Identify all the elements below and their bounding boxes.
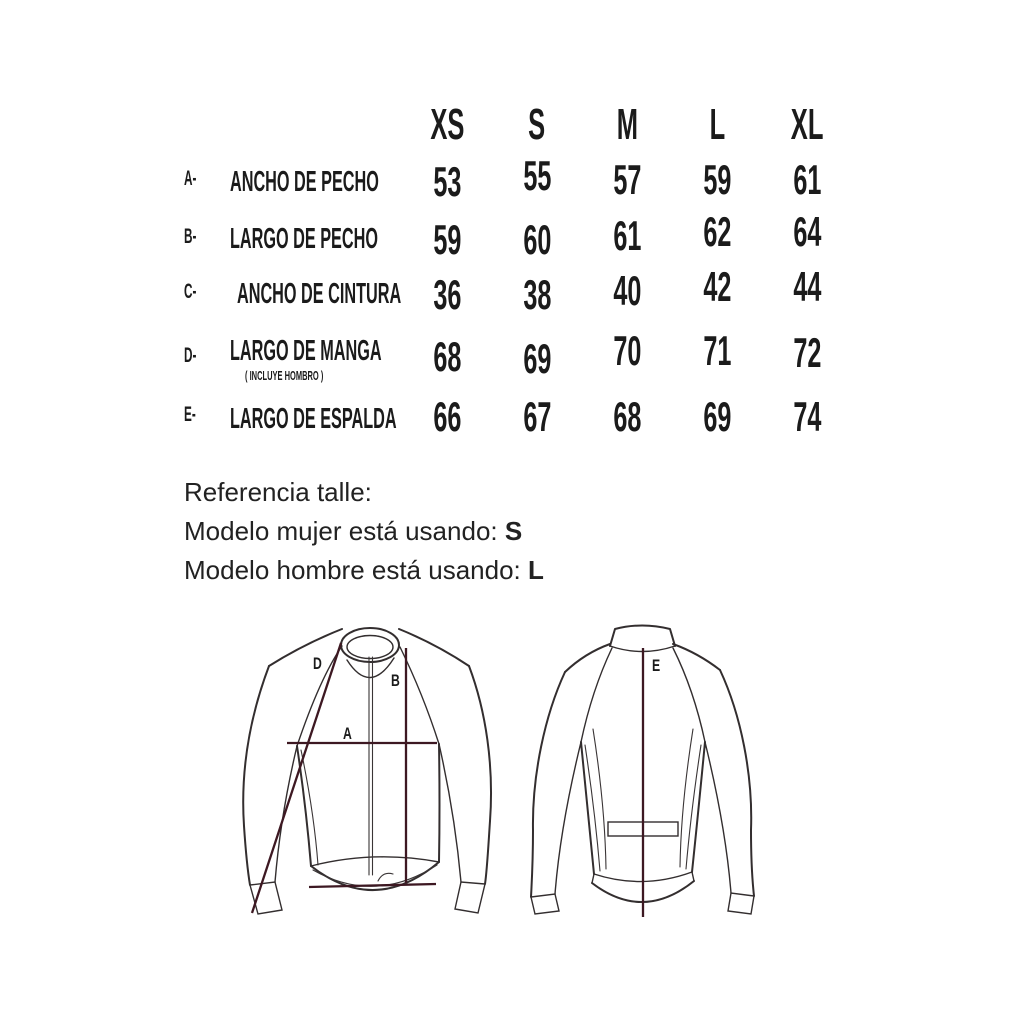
size-value: 61 <box>612 211 642 259</box>
jersey-front-outline <box>243 629 491 914</box>
size-value: 60 <box>522 215 552 263</box>
size-col-header-l: L <box>709 99 725 149</box>
size-value: 68 <box>432 332 462 380</box>
header-spacer <box>230 97 402 152</box>
size-col-header-s: S <box>528 99 546 149</box>
row-letter: A- <box>184 167 197 190</box>
size-value: 62 <box>702 207 732 255</box>
reference-line-men: Modelo hombre está usando: L <box>184 555 544 585</box>
size-value: 67 <box>522 393 552 440</box>
size-value: 57 <box>612 156 642 203</box>
size-value: 71 <box>702 326 732 374</box>
reference-title: Referencia talle: <box>184 477 372 507</box>
size-value: 68 <box>612 393 642 440</box>
row-label: ANCHO DE CINTURA <box>237 278 402 310</box>
size-value: 69 <box>702 393 732 440</box>
row-label: LARGO DE PECHO <box>230 223 378 255</box>
size-value: 36 <box>432 270 462 318</box>
size-value: 42 <box>702 262 732 310</box>
size-chart-table <box>184 97 852 443</box>
measurement-label-d: D <box>313 655 322 674</box>
row-letter: E- <box>184 403 196 426</box>
size-value: 53 <box>432 158 462 205</box>
size-value: 70 <box>612 326 642 374</box>
measurement-line-a <box>287 743 437 887</box>
size-value: 44 <box>792 262 822 310</box>
size-value: 69 <box>522 334 552 382</box>
row-label: LARGO DE MANGA <box>230 334 382 367</box>
measurement-line-d <box>252 643 341 913</box>
header-spacer <box>184 97 230 152</box>
size-value: 38 <box>522 270 552 318</box>
size-value: 72 <box>792 328 822 376</box>
measurement-label-b: B <box>391 672 400 691</box>
women-model-size: S <box>504 516 523 546</box>
zipper <box>369 657 373 875</box>
size-value: 61 <box>792 156 822 203</box>
collar <box>341 628 399 678</box>
back-view-drawing <box>515 615 765 925</box>
size-value: 74 <box>792 393 822 440</box>
row-letter: B- <box>184 224 197 248</box>
row-label: ANCHO DE PECHO <box>230 165 379 198</box>
size-col-header-m: M <box>616 99 638 149</box>
row-letter: D- <box>184 343 197 367</box>
reference-line-women: Modelo mujer está usando: S <box>184 516 523 546</box>
front-view-drawing <box>224 616 499 926</box>
row-letter: C- <box>184 279 197 303</box>
size-value: 59 <box>432 215 462 263</box>
size-value: 66 <box>432 393 462 440</box>
size-value: 40 <box>612 266 642 314</box>
row-sublabel: ( INCLUYE HOMBRO ) <box>245 368 324 383</box>
size-col-header-xl: XL <box>790 99 824 149</box>
size-value: 59 <box>702 156 732 203</box>
size-value: 64 <box>792 207 822 255</box>
size-value: 55 <box>522 152 552 199</box>
measurement-label-a: A <box>343 725 352 744</box>
row-label: LARGO DE ESPALDA <box>230 402 397 435</box>
measurement-label-e: E <box>652 657 661 676</box>
size-reference-note <box>184 473 544 590</box>
size-col-header-xs: XS <box>429 99 465 149</box>
men-model-size: L <box>528 555 544 585</box>
